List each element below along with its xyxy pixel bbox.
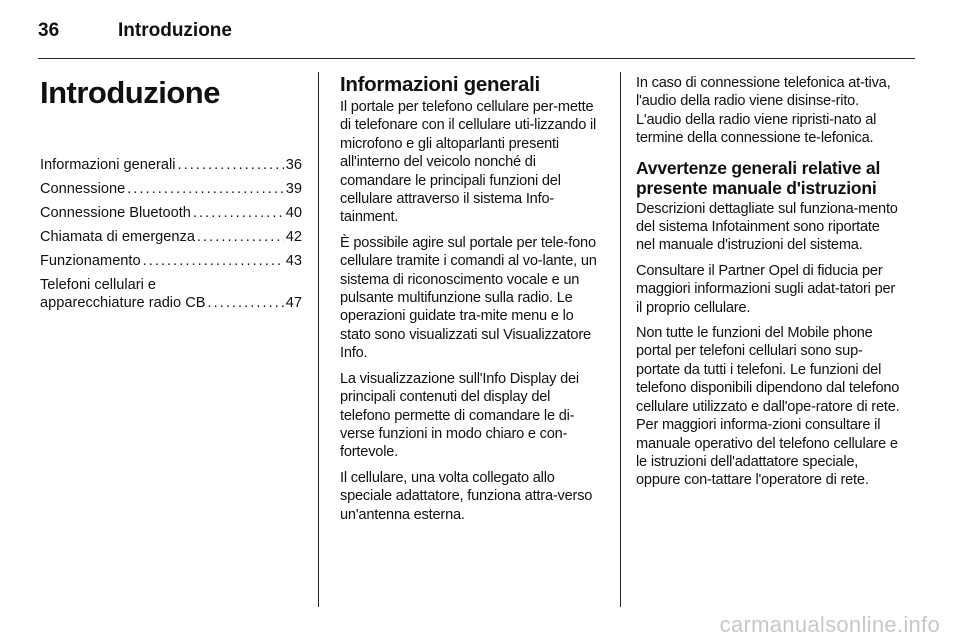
toc-item[interactable] [40, 252, 302, 270]
toc-leader [127, 180, 284, 198]
toc-page: 39 [285, 181, 302, 197]
toc-label: Chiamata di emergenza [40, 229, 195, 245]
paragraph: Non tutte le funzioni del Mobile phone portal per telefoni cellulari sono sup-portate da tutti i telefoni. Le funzioni del telefono disponibili dipendono dal telefono cellulare utilizzato e dall'ope-ratore di rete. Per maggiori informa-zioni consultare il manuale operativo del telefono cellulare e le istruzioni dell'adattatore speciale, oppure con-tattare l'operatore di rete. [636, 325, 900, 489]
page-number: 36 [38, 20, 60, 41]
toc-leader [193, 204, 284, 222]
toc-page: 43 [285, 253, 302, 269]
toc-leader [208, 294, 284, 312]
toc-page: 36 [285, 157, 302, 173]
toc-page: 40 [285, 205, 302, 221]
paragraph: Consultare il Partner Opel di fiducia per maggiori informazioni sugli adat-tatori per il proprio cellulare. [636, 262, 896, 316]
chapter-title: Introduzione [40, 75, 220, 110]
toc-item[interactable] [40, 276, 302, 312]
toc-item[interactable] [40, 204, 302, 222]
column-divider-2 [620, 72, 621, 607]
toc-item[interactable] [40, 228, 302, 246]
toc-label: Telefoni cellulari e [40, 277, 157, 293]
toc-label-line2: apparecchiature radio CB [40, 295, 206, 311]
column-contents [40, 74, 302, 318]
toc-page: 42 [285, 229, 302, 245]
header-rule [38, 58, 915, 59]
toc-page: 47 [285, 295, 302, 311]
watermark: carmanualsonline.info [719, 612, 940, 637]
section-heading: Informazioni generali [340, 73, 540, 96]
paragraph: In caso di connessione telefonica at-tiva, l'audio della radio viene disinse-rito. L'audio della radio viene ripristi-nato al termine della connessione te-lefonica. [636, 75, 891, 147]
page-header [38, 18, 918, 44]
paragraph: La visualizzazione sull'Info Display dei principali contenuti del display del telefono permette di comandare le di-verse funzioni in modo chiaro e con-fortevole. [340, 370, 579, 461]
column-general-info [340, 74, 604, 531]
toc-item[interactable] [40, 156, 302, 174]
paragraph: Il cellulare, una volta collegato allo speciale adattatore, funziona attra-verso un'antenna esterna. [340, 469, 593, 523]
paragraph: È possibile agire sul portale per tele-fono cellulare tramite i comandi al vo-lante, un sistema di riconoscimento vocale e un pulsante multifunzione sulla radio. Le operazioni guidate tra-mite menu e lo stato sono visualizzati sul Visualizzatore Info. [340, 234, 597, 362]
section-heading: Avvertenze generali relative al presente manuale d'istruzioni [636, 157, 881, 198]
running-title: Introduzione [118, 20, 232, 41]
table-of-contents [40, 156, 302, 312]
toc-label: Connessione [40, 181, 126, 197]
column-divider-1 [318, 72, 319, 607]
column-notes [636, 74, 902, 497]
toc-item[interactable] [40, 180, 302, 198]
toc-leader [143, 252, 284, 270]
toc-leader [177, 156, 283, 174]
toc-label: Connessione Bluetooth [40, 205, 191, 221]
paragraph: Il portale per telefono cellulare per-mette di telefonare con il cellulare uti-lizzando il microfono e gli altoparlanti presenti all'interno del veicolo nonché di comandare le principali funzioni del cellulare attraverso il sistema Info-tainment. [340, 99, 597, 226]
toc-label: Funzionamento [40, 253, 141, 269]
toc-leader [197, 228, 284, 246]
toc-label: Informazioni generali [40, 157, 176, 173]
paragraph: Descrizioni dettagliate sul funziona-mento del sistema Infotainment sono riportate nel manuale d'istruzioni del sistema. [636, 200, 898, 254]
